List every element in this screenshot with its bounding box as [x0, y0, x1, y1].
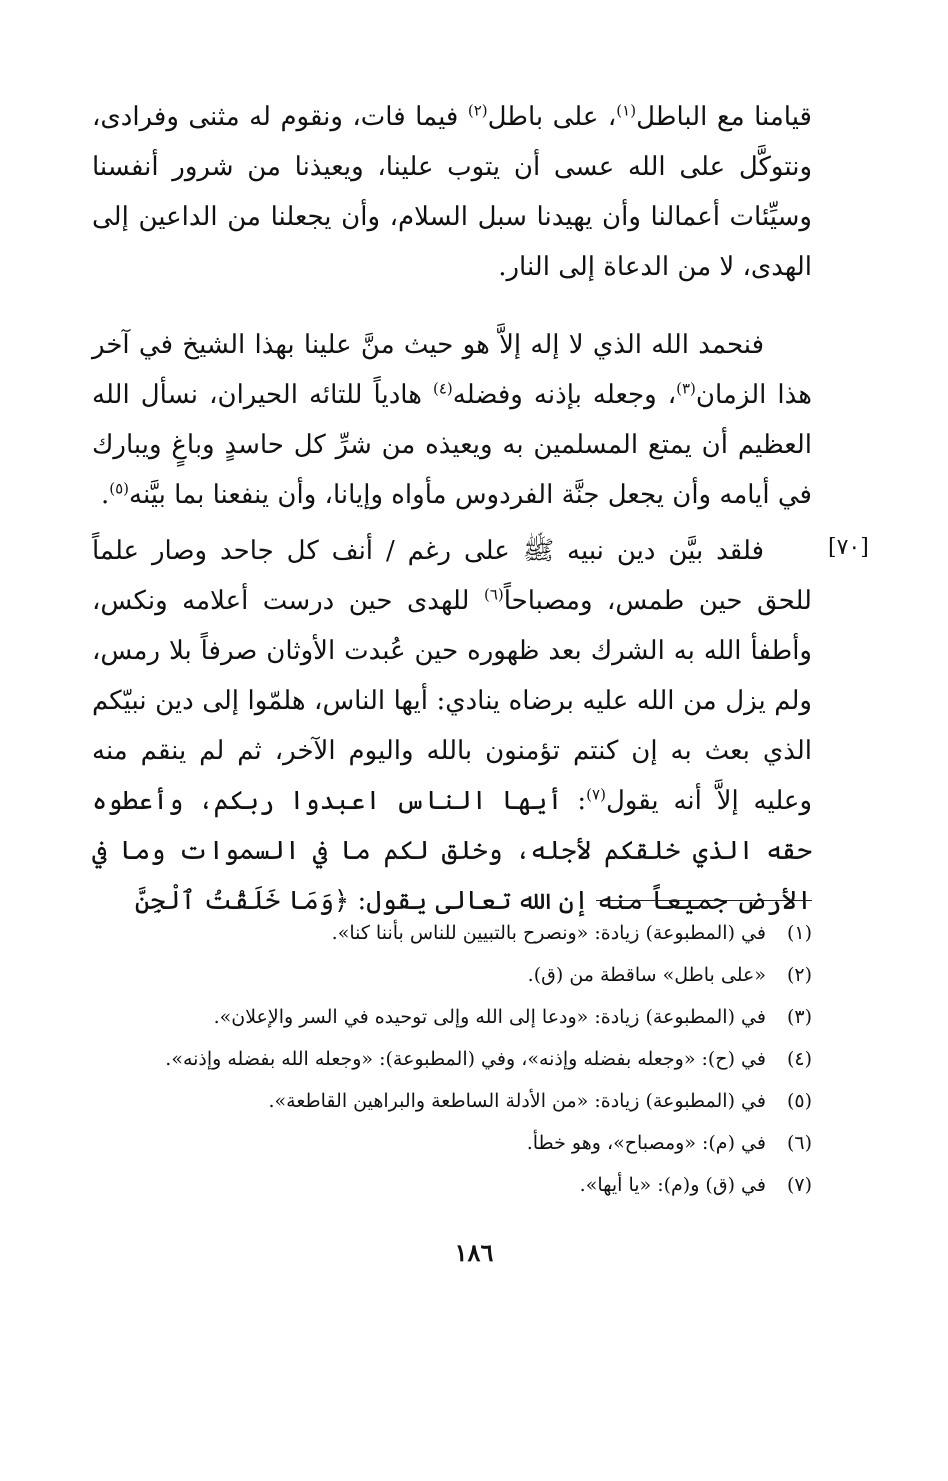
footnote-number: (٢) [786, 964, 812, 986]
para-1-text: ، على باطل [487, 102, 617, 132]
para-2-text: ، وجعله بإذنه وفضله [452, 380, 677, 410]
manuscript-folio-ref: [٧٠] [828, 535, 869, 560]
footnote-item [92, 1080, 812, 1122]
para-2-text: . [100, 480, 110, 510]
footnote-number: (٤) [786, 1048, 812, 1070]
footnote-text: في (ح): «وجعله بفضله وإذنه»، وفي (المطبوعة): «وجعله الله بفضله وإذنه». [165, 1048, 766, 1070]
footnote-number: (٧) [786, 1174, 812, 1196]
paragraph-2 [92, 320, 812, 520]
footnote-number: (٦) [786, 1132, 812, 1154]
page-number: ١٨٦ [454, 1238, 494, 1267]
para-2-text: هادياً للتائه الحيران، نسأل الله العظيم أن يمتع المسلمين به ويعيذه من شرِّ كل حاسدٍ وباغٍ ويبارك في أيامه وأن يجعل جنَّة الفردوس مأواه وإيانا، وأن ينفعنا بما بيَّنه [92, 380, 812, 510]
footnote-item [92, 1038, 812, 1080]
footnote-ref-3: (٣) [676, 379, 696, 398]
footnote-ref-1: (١) [616, 101, 637, 120]
para-3-text: للهدى حين درست أعلامه ونكس، وأطفأ الله به الشرك بعد ظهوره حين عُبدت الأوثان صرفاً بلا رمس، ولم يزل من الله عليه برضاه ينادي: أيها الناس، هلمّوا إلى دين نبيّكم الذي بعث به إن كنتم تؤمنون بالله واليوم الآخر، ثم لم ينقم منه وعليه إلاَّ أنه يقول [92, 586, 812, 816]
footnote-separator [596, 900, 812, 901]
footnote-item [92, 954, 812, 996]
footnotes-list [92, 912, 812, 1206]
footnote-ref-7: (٧) [586, 785, 606, 804]
footnote-item [92, 1122, 812, 1164]
footnote-item [92, 1164, 812, 1206]
footnote-text: في (المطبوعة) زيادة: «من الأدلة الساطعة والبراهين القاطعة». [268, 1090, 766, 1112]
para-3-text: فلقد بيَّن دين نبيه ﷺ على رغم / أنف كل جاحد وصار علماً للحق حين طمس، ومصباحاً [92, 536, 812, 616]
footnote-number: (١) [786, 922, 812, 944]
paragraph-3 [92, 526, 812, 926]
footnote-number: (٥) [786, 1090, 812, 1112]
footnote-text: في (م): «ومصباح»، وهو خطأ. [526, 1132, 766, 1154]
footnote-text: في (المطبوعة) زيادة: «ودعا إلى الله وإلى توحيده في السر والإعلان». [213, 1006, 766, 1028]
footnote-item [92, 912, 812, 954]
para-1-text: فيما فات، ونقوم له مثنى وفرادى، ونتوكَّل على الله عسى أن يتوب علينا، ويعيذنا من شرور أنفسنا وسيِّئات أعمالنا وأن يهيدنا سبل السلام، وأن يجعلنا من الداعين إلى الهدى، لا من الدعاة إلى النار. [92, 102, 812, 282]
footnote-item [92, 996, 812, 1038]
para-2-text: فنحمد الله الذي لا إله إلاَّ هو حيث منَّ علينا بهذا الشيخ في آخر هذا الزمان [92, 330, 812, 410]
footnote-text: «على باطل» ساقطة من (ق). [527, 964, 766, 986]
footnote-ref-6: (٦) [483, 585, 504, 604]
paragraph-1 [92, 92, 812, 292]
footnote-text: في (ق) و(م): «يا أيها». [579, 1174, 766, 1196]
footnote-number: (٣) [786, 1006, 812, 1028]
footnote-ref-5: (٥) [109, 479, 130, 498]
footnote-text: في (المطبوعة) زيادة: «ونصرح بالتبيين للناس بأننا كنا». [331, 922, 766, 944]
footnote-ref-2: (٢) [467, 101, 488, 120]
para-1-text: قيامنا مع الباطل [636, 102, 812, 132]
footnote-ref-4: (٤) [433, 379, 453, 398]
para-3-text: : أيها الناس اعبدوا ربكم، وأعطوه حقه الذي خلقكم لأجله، وخلق لكم ما في السموات وما في الأرض جميعاً منه إن الله تعالى يقول: ﴿وَمَا خَلَقْتُ ٱلْجِنَّ [92, 786, 812, 916]
